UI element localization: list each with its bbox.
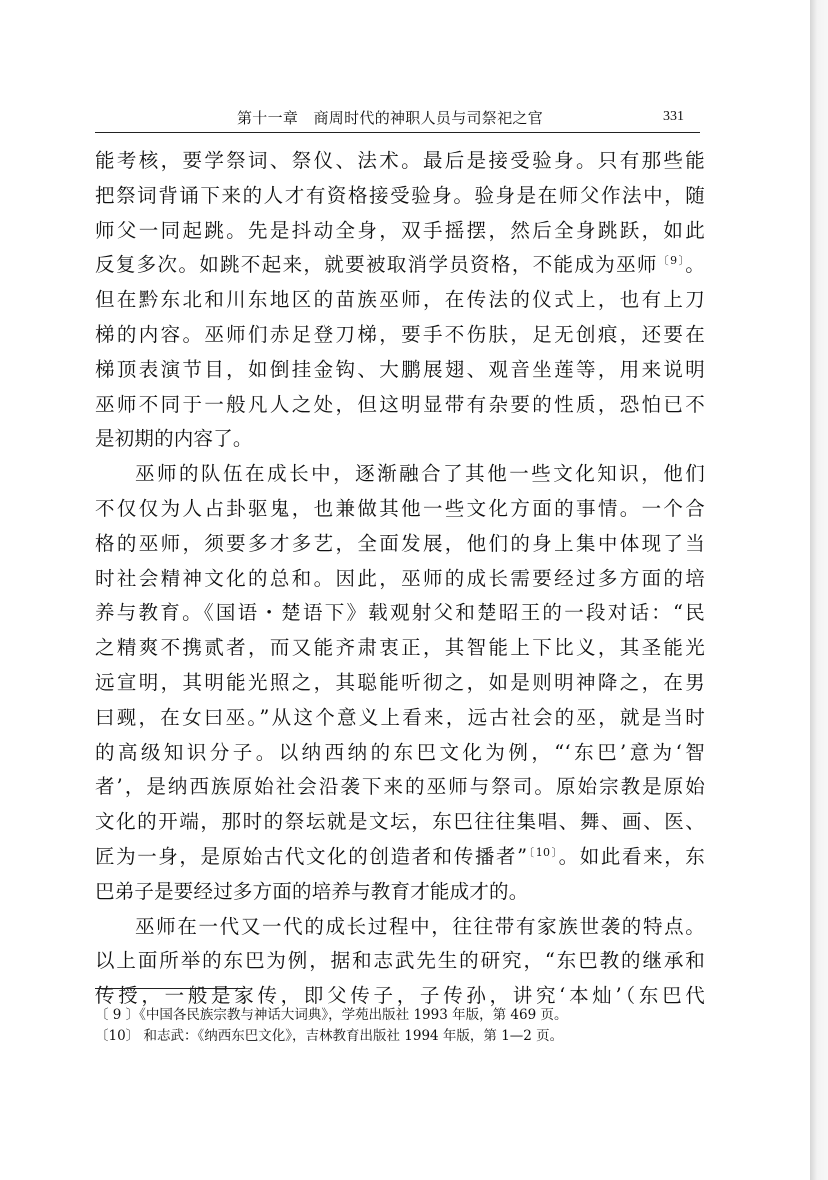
text-line: 师父一同起跳。先是抖动全身，双手摇摆，然后全身跳跃，如此 <box>95 218 705 242</box>
text-line: 梯的内容。巫师们赤足登刀梯，要手不伤肤，足无创痕，还要在 <box>95 322 705 346</box>
text-line: 远宣明，其明能光照之，其聪能听彻之，如是则明神降之，在男 <box>95 670 705 694</box>
text-line-end: 。如此看来，东 <box>558 844 705 868</box>
text-line <box>95 248 705 283</box>
text-line: 者’，是纳西族原始社会沿袭下来的巫师与祭司。原始宗教是原始 <box>95 775 705 799</box>
text-line: 但在黔东北和川东地区的苗族巫师，在传法的仪式上，也有上刀 <box>95 288 705 312</box>
text-line: 巫师的队伍在成长中，逐渐融合了其他一些文化知识，他们 <box>135 462 705 486</box>
text-line: 养与教育。《国语・楚语下》载观射父和楚昭王的一段对话：“民 <box>95 601 705 625</box>
text-line: 是初期的内容了。 <box>95 427 253 451</box>
text-line: 不仅仅为人占卦驱鬼，也兼做其他一些文化方面的事情。一个合 <box>95 496 705 520</box>
text-line: 之精爽不携贰者，而又能齐肃衷正，其智能上下比义，其圣能光 <box>95 636 705 660</box>
text-line: 梯顶表演节目，如倒挂金钩、大鹏展翅、观音坐莲等，用来说明 <box>95 357 705 381</box>
text-line-content: 反复多次。如跳不起来，就要被取消学员资格，不能成为巫师 <box>95 253 658 277</box>
text-line: 的高级知识分子。以纳西纳的东巴文化为例，“‘东巴’意为‘智 <box>95 740 705 764</box>
body-text <box>95 144 705 1014</box>
running-header <box>95 104 700 133</box>
text-line: 以上面所举的东巴为例，据和志武先生的研究，“东巴教的继承和 <box>95 949 705 973</box>
text-line: 传授，一般是家传，即父传子，子传孙，讲究‘本灿’（东巴代 <box>95 984 705 1008</box>
text-line <box>95 840 705 875</box>
footnote-divider <box>95 988 245 989</box>
text-line: 格的巫师，须要多才多艺，全面发展，他们的身上集中体现了当 <box>95 531 705 555</box>
text-line-end: 。 <box>685 253 705 277</box>
text-line-content: 匠为一身，是原始古代文化的创造者和传播者” <box>95 844 528 868</box>
text-line: 把祭词背诵下来的人才有资格接受验身。验身是在师父作法中，随 <box>95 183 705 207</box>
text-line: 巴弟子是要经过多方面的培养与教育才能成才的。 <box>95 879 529 903</box>
page-edge-shadow <box>810 0 828 1180</box>
footnote-9: 〔 9 〕《中国各民族宗教与神话大词典》，学苑出版社 1993 年版，第 469 页。 <box>95 1007 568 1023</box>
text-line: 时社会精神文化的总和。因此，巫师的成长需要经过多方面的培 <box>95 566 705 590</box>
footnote-ref-10: 〔10〕 <box>527 845 559 859</box>
text-line: 能考核，要学祭词、祭仪、法术。最后是接受验身。只有那些能 <box>95 149 705 172</box>
text-line: 曰觋，在女曰巫。”从这个意义上看来，远古社会的巫，就是当时 <box>95 705 705 729</box>
footnote-ref-9: 〔9〕 <box>657 254 686 268</box>
page-number: 331 <box>663 109 684 124</box>
footnote-10: 〔10〕 和志武：《纳西东巴文化》，吉林教育出版社 1994 年版，第 1—2 页。 <box>95 1028 564 1044</box>
footnotes <box>95 1005 715 1047</box>
text-line: 巫师在一代又一代的成长过程中，往往带有家族世袭的特点。 <box>135 914 705 938</box>
text-line: 文化的开端，那时的祭坛就是文坛，东巴往往集唱、舞、画、医、 <box>95 810 705 834</box>
chapter-title: 第十一章 商周时代的神职人员与司祭祀之官 <box>237 109 544 127</box>
text-line: 巫师不同于一般凡人之处，但这明显带有杂要的性质，恐怕已不 <box>95 392 705 416</box>
